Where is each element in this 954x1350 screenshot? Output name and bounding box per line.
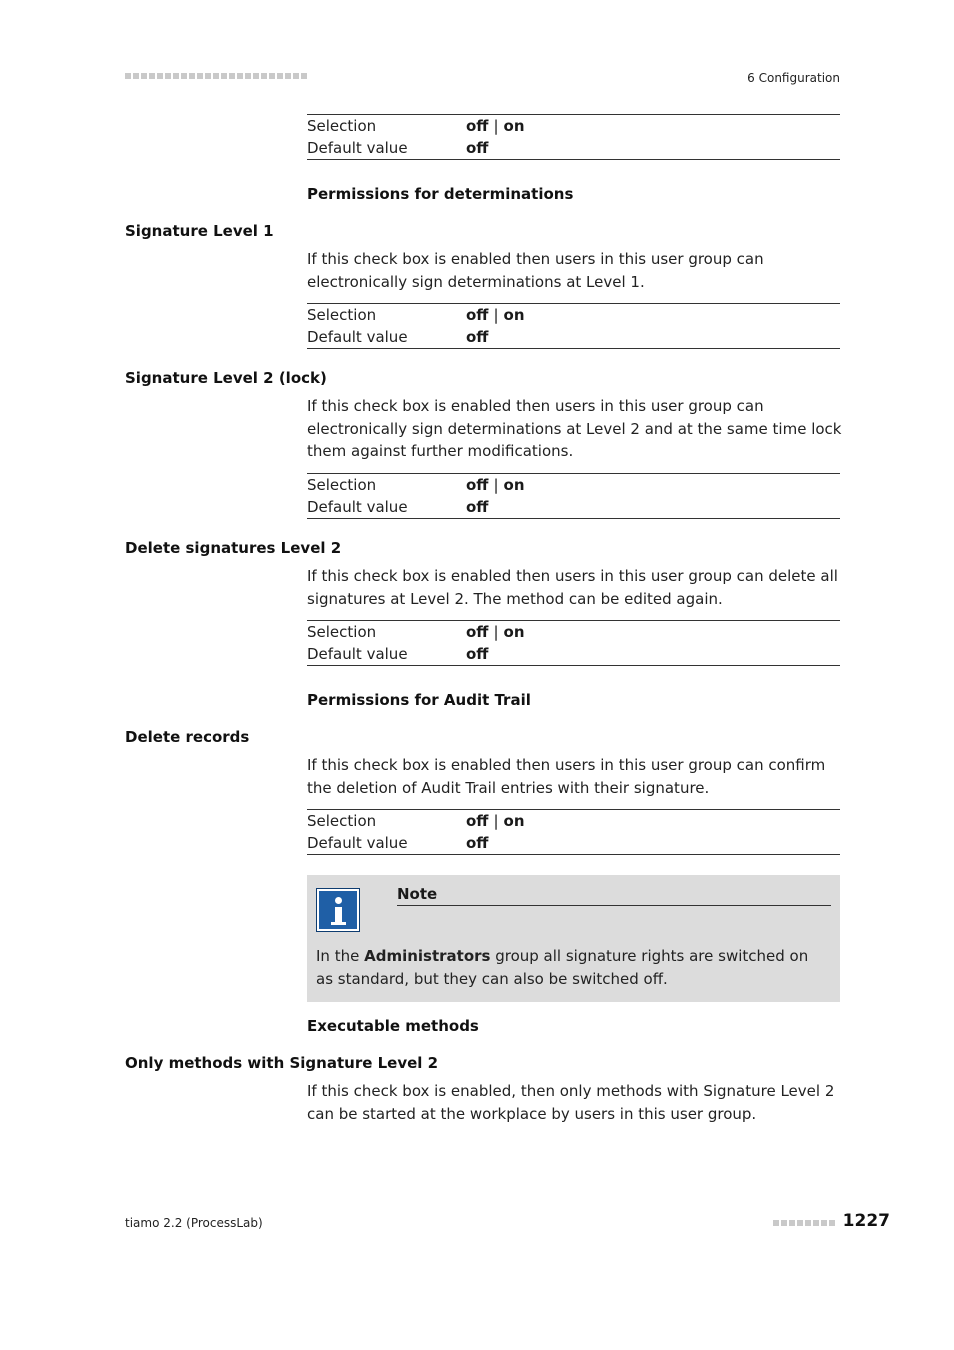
footer-product: tiamo 2.2 (ProcessLab): [125, 1216, 263, 1230]
default-value: off: [466, 139, 489, 157]
note-text-end: group all signature rights are switched on as standard, but they can also be switched off.: [316, 947, 809, 988]
description: If this check box is enabled then users in this user group can delete all signatures at Level 2. The method can be edited again.: [307, 567, 838, 608]
option-separator: |: [493, 476, 499, 494]
option-separator: |: [493, 306, 499, 324]
selection-label: Selection: [307, 476, 377, 494]
term-signature-level-2-lock: Signature Level 2 (lock): [125, 369, 327, 387]
value-table: [307, 114, 840, 160]
selection-label: Selection: [307, 623, 377, 641]
option-off: off: [466, 812, 489, 830]
option-on: on: [503, 117, 525, 135]
note-title: Note: [397, 885, 831, 906]
option-separator: |: [493, 623, 499, 641]
note-text-bold: Administrators: [364, 947, 491, 965]
default-value: off: [466, 645, 489, 663]
section-heading-determinations: Permissions for determinations: [307, 185, 574, 203]
value-table: [307, 809, 840, 855]
term-only-methods-signature-level-2: Only methods with Signature Level 2: [125, 1054, 439, 1072]
option-on: on: [503, 476, 525, 494]
default-value: off: [466, 328, 489, 346]
chapter-title: 6 Configuration: [747, 71, 840, 85]
note-box: [307, 875, 840, 1002]
term-delete-records: Delete records: [125, 728, 250, 746]
default-label: Default value: [307, 498, 408, 516]
description: If this check box is enabled then users in this user group can electronically sign determinations at Level 2 and at the same time lock them against further modifications.: [307, 397, 842, 460]
default-label: Default value: [307, 328, 408, 346]
default-value: off: [466, 834, 489, 852]
selection-label: Selection: [307, 306, 377, 324]
default-label: Default value: [307, 645, 408, 663]
note-text-start: In the: [316, 947, 365, 965]
value-table: [307, 620, 840, 666]
option-off: off: [466, 117, 489, 135]
description: If this check box is enabled, then only methods with Signature Level 2 can be started at the workplace by users in this user group.: [307, 1082, 835, 1123]
header-decoration: [125, 73, 307, 81]
option-off: off: [466, 306, 489, 324]
description: If this check box is enabled then users in this user group can confirm the deletion of Audit Trail entries with their signature.: [307, 756, 826, 797]
selection-label: Selection: [307, 117, 377, 135]
info-icon: [316, 888, 360, 932]
option-on: on: [503, 623, 525, 641]
section-heading-audit-trail: Permissions for Audit Trail: [307, 691, 531, 709]
note-text: [316, 945, 826, 990]
option-off: off: [466, 623, 489, 641]
option-separator: |: [493, 812, 499, 830]
section-heading-executable-methods: Executable methods: [307, 1017, 479, 1035]
option-on: on: [503, 306, 525, 324]
description: If this check box is enabled then users in this user group can electronically sign determinations at Level 1.: [307, 250, 764, 291]
default-label: Default value: [307, 139, 408, 157]
term-signature-level-1: Signature Level 1: [125, 222, 274, 240]
page-number: 1227: [842, 1211, 890, 1231]
term-delete-signatures-level-2: Delete signatures Level 2: [125, 539, 342, 557]
default-label: Default value: [307, 834, 408, 852]
option-on: on: [503, 812, 525, 830]
option-off: off: [466, 476, 489, 494]
value-table: [307, 473, 840, 519]
selection-label: Selection: [307, 812, 377, 830]
value-table: [307, 303, 840, 349]
footer-decoration: [773, 1220, 839, 1227]
option-separator: |: [493, 117, 499, 135]
default-value: off: [466, 498, 489, 516]
